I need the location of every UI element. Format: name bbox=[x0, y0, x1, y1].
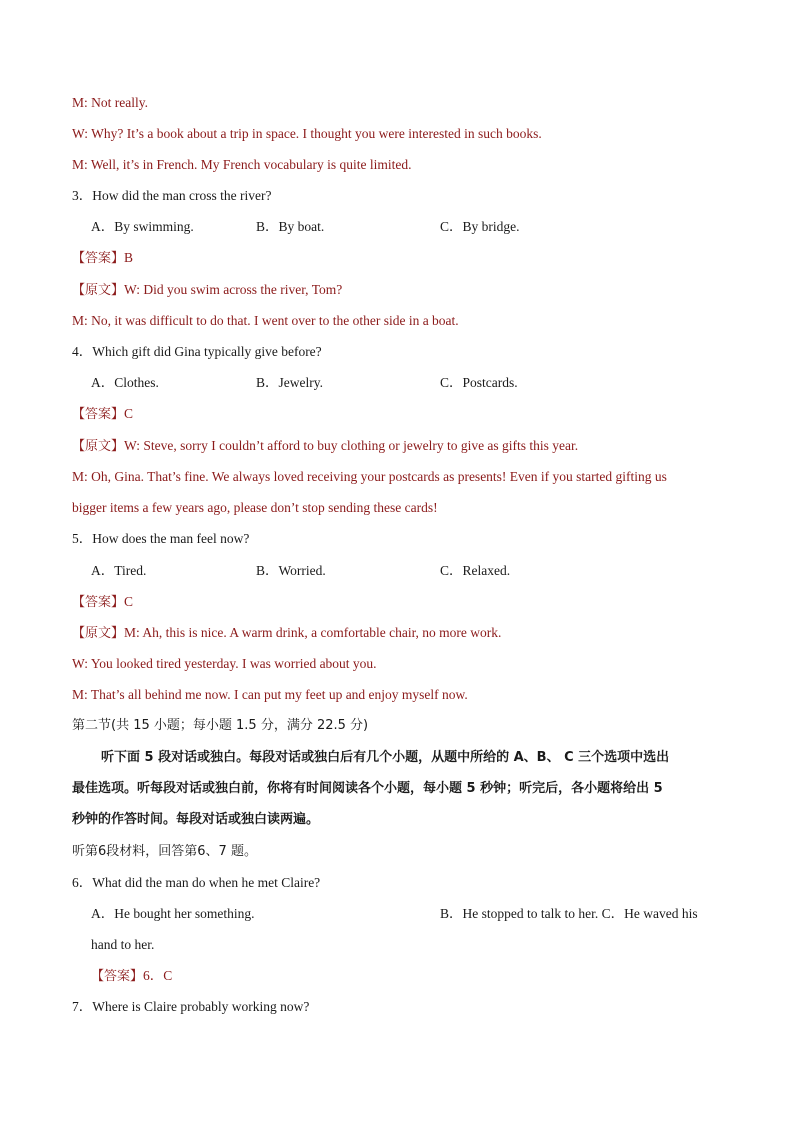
q3-script bbox=[72, 281, 342, 300]
script-line: M: That’s all behind me now. I can put my feet up and enjoy myself now. bbox=[72, 687, 468, 702]
q4-answer bbox=[72, 405, 133, 424]
dialogue-line: W: Why? It’s a book about a trip in space. I thought you were interested in such books. bbox=[72, 126, 542, 141]
script-line: W: Steve, sorry I couldn’t afford to buy clothing or jewelry to give as gifts this year. bbox=[124, 438, 579, 453]
answer-tag: 【答案】 bbox=[72, 407, 125, 422]
q6-option-bc: B．He stopped to talk to her. C．He waved his bbox=[440, 906, 698, 921]
q3-option-c: C．By bridge. bbox=[440, 219, 520, 234]
q6-option-a: A．He bought her something. bbox=[91, 906, 255, 921]
script-tag: 【原文】 bbox=[72, 283, 125, 298]
q4-option-b: B．Jewelry. bbox=[256, 375, 323, 390]
section-instructions: 最佳选项。听每段对话或独白前，你将有时间阅读各个小题，每小题 5 秒钟；听完后，各小题将给出 5 bbox=[72, 781, 663, 796]
script-line: W: You looked tired yesterday. I was worried about you. bbox=[72, 656, 377, 671]
question-7: 7．Where is Claire probably working now? bbox=[72, 999, 310, 1014]
q5-script bbox=[72, 624, 501, 643]
q3-answer bbox=[72, 249, 133, 268]
q4-option-a: A．Clothes. bbox=[91, 375, 159, 390]
section-instructions: 听下面 5 段对话或独白。每段对话或独白后有几个小题，从题中所给的 A、B、 C 三个选项中选出 bbox=[101, 750, 670, 765]
q5-option-c: C．Relaxed. bbox=[440, 563, 511, 578]
section-instructions: 秒钟的作答时间。每段对话或独白读两遍。 bbox=[72, 812, 320, 827]
q5-option-a: A．Tired. bbox=[91, 563, 147, 578]
q4-script bbox=[72, 437, 578, 456]
script-line: M: Ah, this is nice. A warm drink, a comfortable chair, no more work. bbox=[124, 625, 502, 640]
q5-option-b: B．Worried. bbox=[256, 563, 326, 578]
material-intro: 听第6段材料，回答第6、7 题。 bbox=[72, 844, 257, 859]
answer-value: C bbox=[124, 406, 134, 421]
q4-option-c: C．Postcards. bbox=[440, 375, 518, 390]
section-heading: 第二节(共 15 小题；每小题 1.5 分，满分 22.5 分) bbox=[72, 718, 369, 733]
answer-value: C bbox=[124, 594, 134, 609]
script-line: M: No, it was difficult to do that. I went over to the other side in a boat. bbox=[72, 313, 459, 328]
q3-option-b: B．By boat. bbox=[256, 219, 325, 234]
dialogue-line: M: Not really. bbox=[72, 95, 148, 110]
answer-value: B bbox=[124, 250, 134, 265]
q3-option-a: A．By swimming. bbox=[91, 219, 194, 234]
question-4: 4．Which gift did Gina typically give before? bbox=[72, 344, 322, 359]
question-6: 6．What did the man do when he met Claire? bbox=[72, 875, 321, 890]
q6-answer bbox=[91, 967, 172, 986]
script-line: M: Oh, Gina. That’s fine. We always loved receiving your postcards as presents! Even if you started gifting us bbox=[72, 469, 667, 484]
q5-answer bbox=[72, 593, 133, 612]
answer-tag: 【答案】 bbox=[91, 969, 144, 984]
answer-tag: 【答案】 bbox=[72, 595, 125, 610]
question-3: 3．How did the man cross the river? bbox=[72, 188, 272, 203]
script-tag: 【原文】 bbox=[72, 439, 125, 454]
dialogue-line: M: Well, it’s in French. My French vocabulary is quite limited. bbox=[72, 157, 412, 172]
script-line: W: Did you swim across the river, Tom? bbox=[124, 282, 343, 297]
script-line: bigger items a few years ago, please don’t stop sending these cards! bbox=[72, 500, 438, 515]
answer-tag: 【答案】 bbox=[72, 251, 125, 266]
q6-option-continuation: hand to her. bbox=[91, 937, 155, 952]
question-5: 5．How does the man feel now? bbox=[72, 531, 250, 546]
answer-value: 6．C bbox=[143, 968, 173, 983]
script-tag: 【原文】 bbox=[72, 626, 125, 641]
